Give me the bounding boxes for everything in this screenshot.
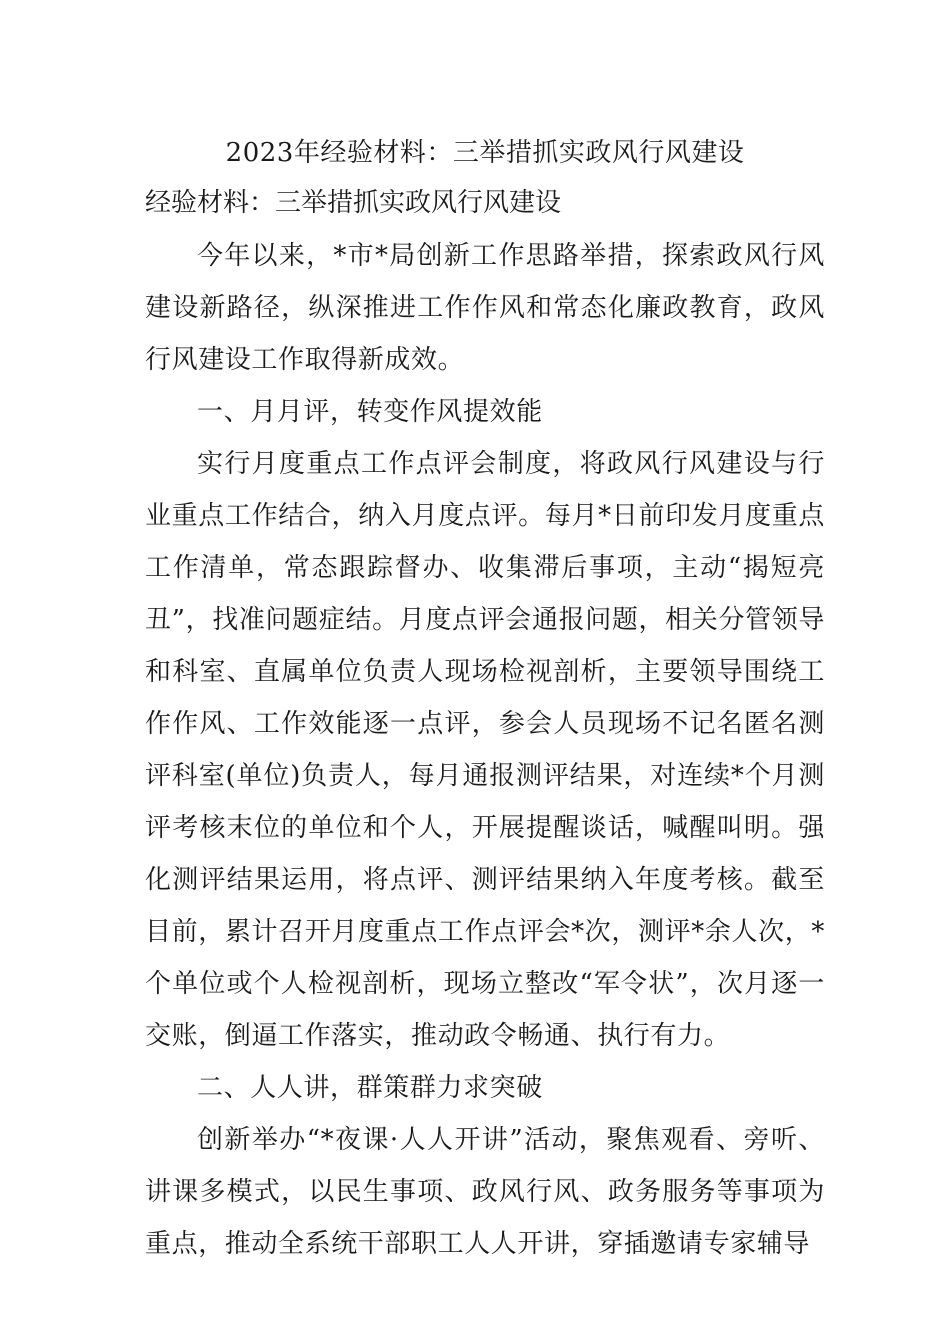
document-subtitle: 经验材料：三举措抓实政风行风建设: [145, 188, 562, 218]
paragraph-intro: 今年以来，*市*局创新工作思路举措，探索政风行风建设新路径，纵深推进工作作风和常态化廉政教育，政风行风建设工作取得新成效。: [145, 241, 825, 375]
section-heading-1: 一、月月评，转变作风提效能: [197, 397, 543, 427]
paragraph-section-2: 创新举办“*夜课·人人开讲”活动，聚焦观看、旁听、讲课多模式，以民生事项、政风行风、政务服务等事项为重点，推动全系统干部职工人人开讲，穿插邀请专家辅导: [145, 1125, 825, 1259]
paragraph-section-1: 实行月度重点工作点评会制度，将政风行风建设与行业重点工作结合，纳入月度点评。每月*日前印发月度重点工作清单，常态跟踪督办、收集滞后事项，主动“揭短亮丑”，找准问题症结。月度点评会通报问题，相关分管领导和科室、直属单位负责人现场检视剖析，主要领导围绕工作作风、工作效能逐一点评，参会人员现场不记名匿名测评科室(单位)负责人，每月通报测评结果，对连续*个月测评考核末位的单位和个人，开展提醒谈话，喊醒叫明。强化测评结果运用，将点评、测评结果纳入年度考核。截至目前，累计召开月度重点工作点评会*次，测评*余人次，*个单位或个人检视剖析，现场立整改“军令状”，次月逐一交账，倒逼工作落实，推动政令畅通、执行有力。: [145, 449, 825, 1051]
document-title: 2023年经验材料：三举措抓实政风行风建设: [225, 138, 745, 168]
document-body: [145, 128, 825, 1270]
section-heading-2: 二、人人讲，群策群力求突破: [197, 1073, 543, 1103]
